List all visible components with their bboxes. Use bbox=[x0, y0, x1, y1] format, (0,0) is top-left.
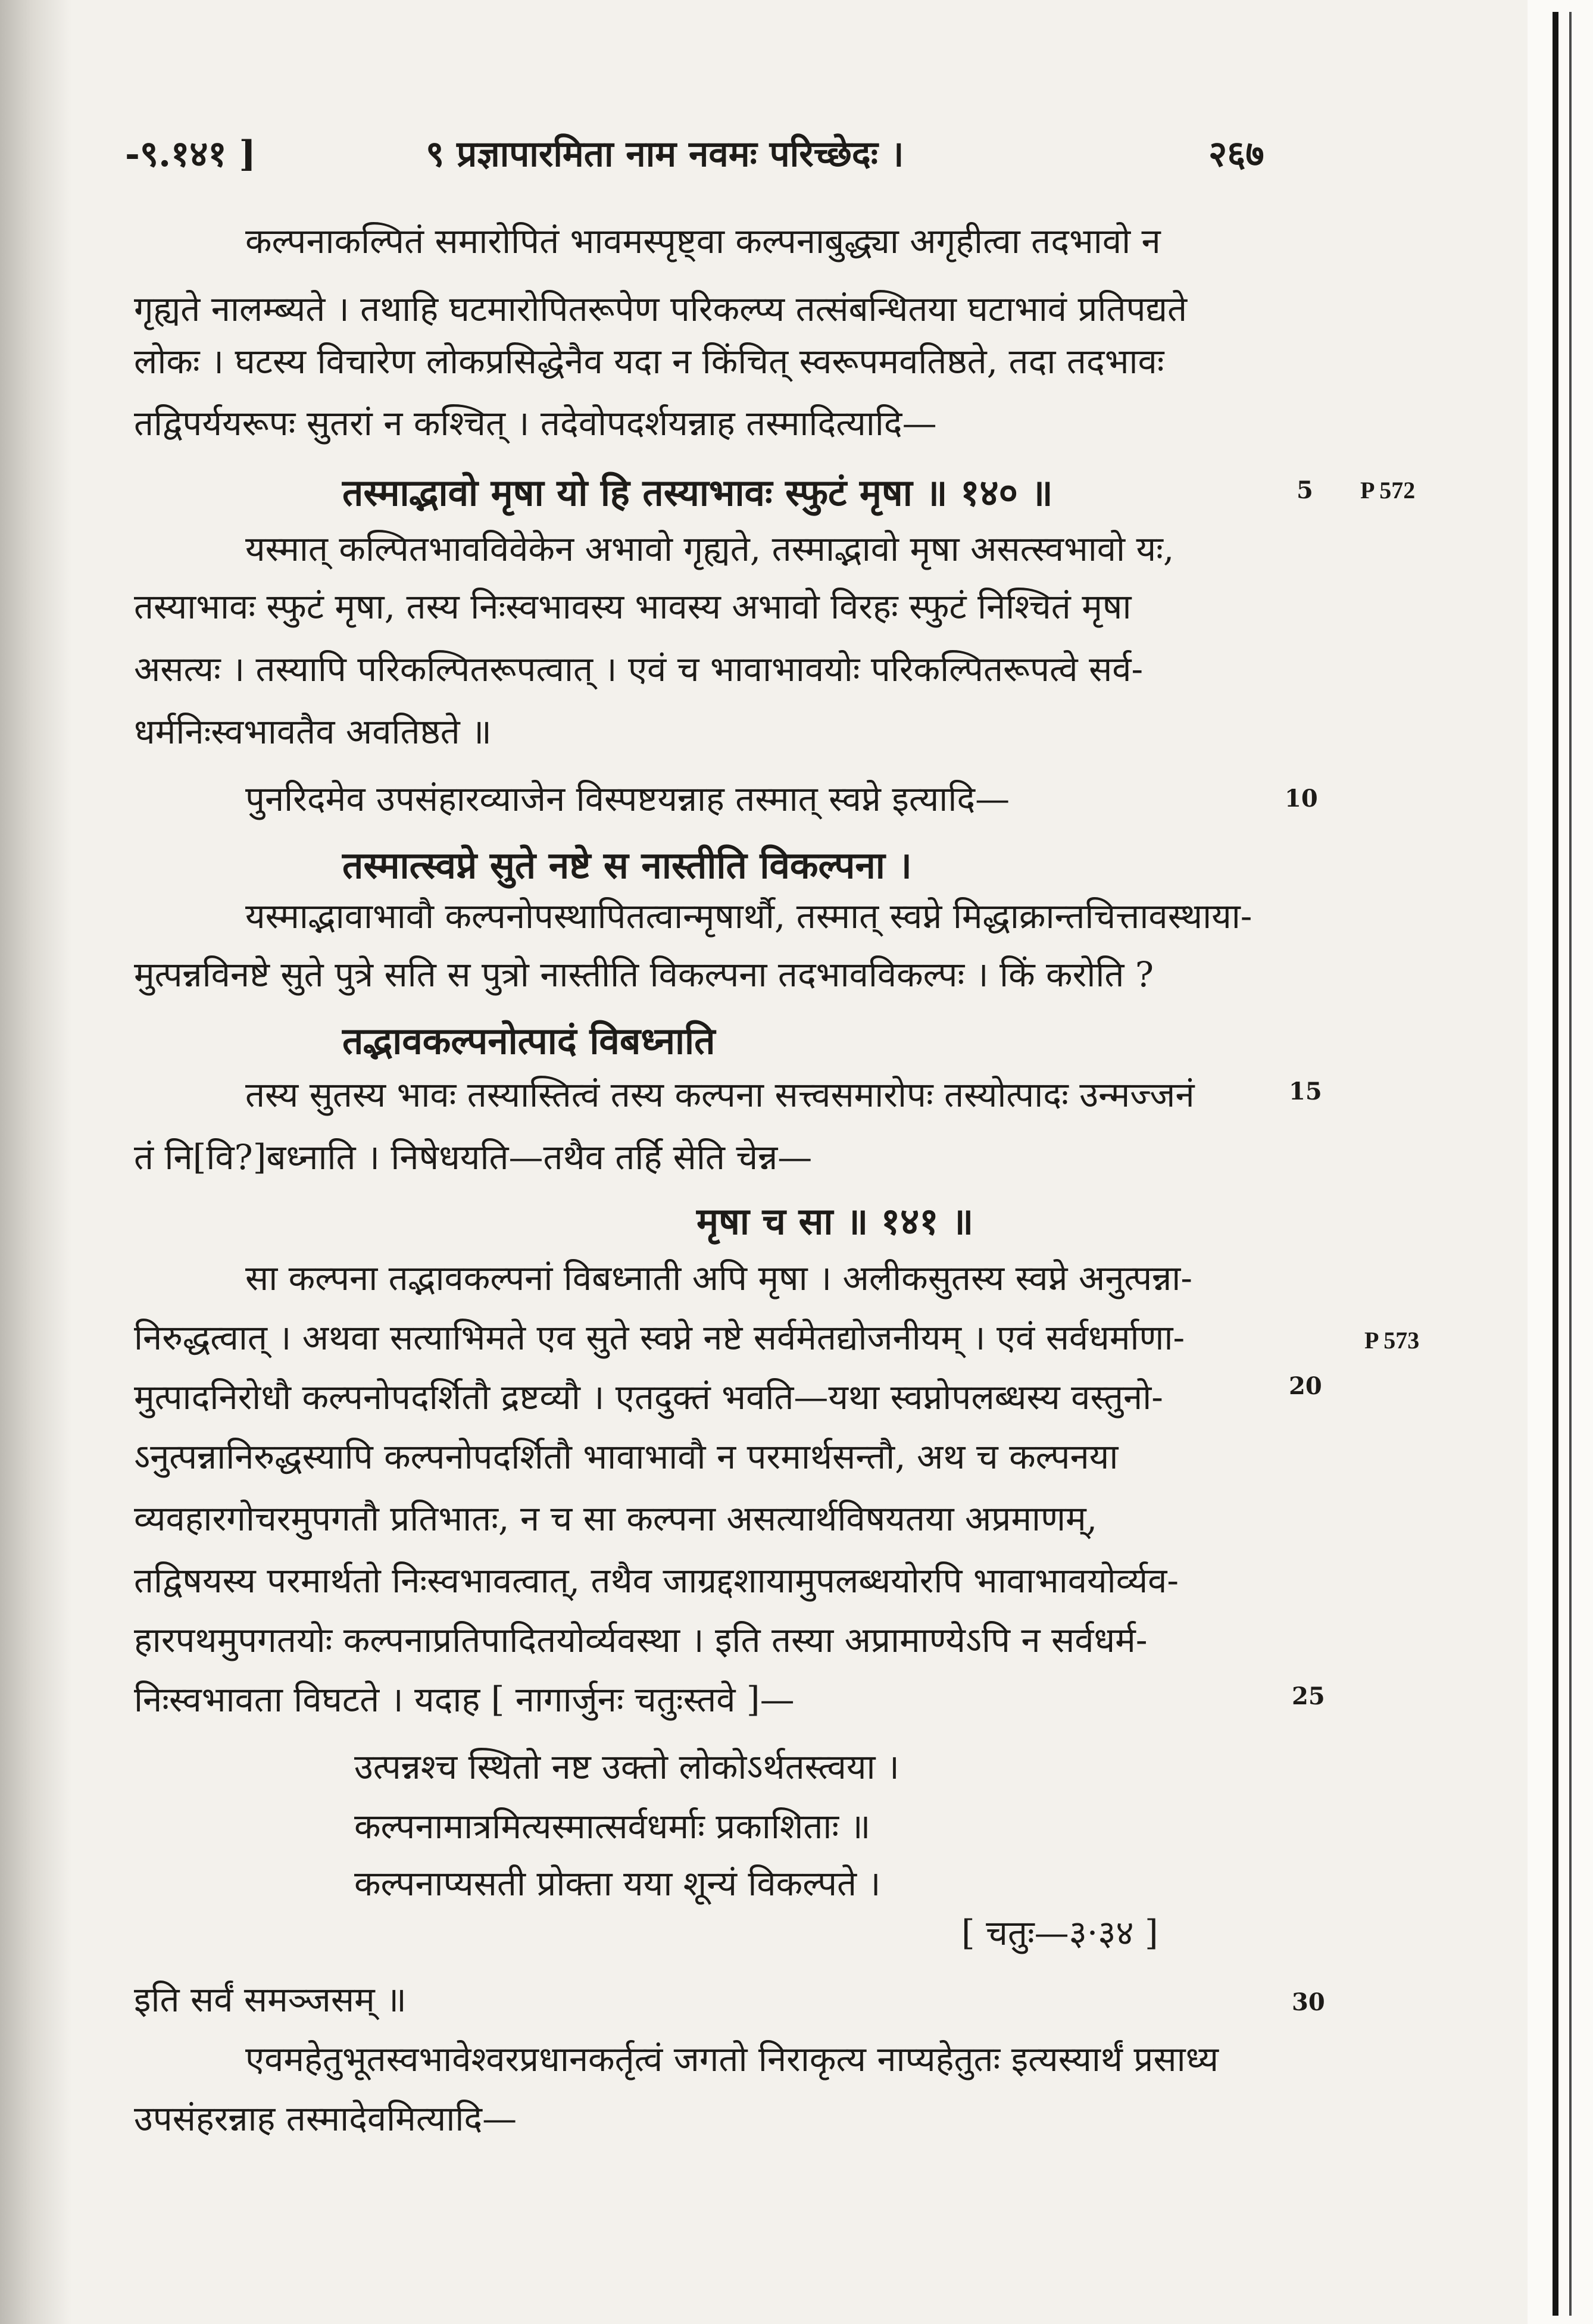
text-line: लोकः । घटस्य विचारेण लोकप्रसिद्धेनैव यदा न किंचित् स्वरूपमवतिष्ठते, तदा तदभावः bbox=[134, 341, 1164, 382]
quoted-verse-line: उत्पन्नश्च स्थितो नष्ट उक्तो लोकोऽर्थतस्त्वया । bbox=[354, 1747, 899, 1787]
page-ref: P 572 bbox=[1360, 477, 1416, 504]
header-section-ref: -९.१४१ ] bbox=[125, 133, 256, 175]
text-line: इति सर्वं समञ्जसम् ॥ bbox=[134, 1979, 407, 2020]
quoted-verse-line: कल्पनाप्यसती प्रोक्ता यया शून्यं विकल्पते । bbox=[354, 1863, 881, 1904]
text-line: एवमहेतुभूतस्वभावेश्वरप्रधानकर्तृत्वं जगतो निराकृत्य नाप्यहेतुतः इत्यस्यार्थं प्रसाध्य bbox=[245, 2039, 1219, 2079]
line-number: 10 bbox=[1285, 785, 1318, 813]
page-binding-rule-thin bbox=[1569, 12, 1572, 2316]
text-line: पुनरिदमेव उपसंहारव्याजेन विस्पष्टयन्नाह तस्मात् स्वप्ने इत्यादि— bbox=[245, 779, 1010, 819]
text-line: व्यवहारगोचरमुपगतौ प्रतिभातः, न च सा कल्पना असत्यार्थविषयतया अप्रमाणम्, bbox=[134, 1498, 1098, 1539]
text-line: तं नि[वि?]बध्नाति । निषेधयति—तथैव तर्हि सेति चेन्न— bbox=[134, 1137, 813, 1177]
text-line: असत्यः । तस्यापि परिकल्पितरूपत्वात् । एवं च भावाभावयोः परिकल्पितरूपत्वे सर्व- bbox=[134, 649, 1144, 689]
header-page-number: २६७ bbox=[1208, 133, 1264, 175]
line-number: 5 bbox=[1297, 476, 1313, 504]
quoted-verse-line: कल्पनामात्रमित्यस्मात्सर्वधर्माः प्रकाशिताः ॥ bbox=[354, 1806, 871, 1847]
text-line: निःस्वभावता विघटते । यदाह [ नागार्जुनः चतुःस्तवे ]— bbox=[134, 1679, 795, 1720]
line-number: 30 bbox=[1292, 1988, 1325, 2016]
text-line: निरुद्धत्वात् । अथवा सत्याभिमते एव सुते स्वप्ने नष्टे सर्वमेतद्योजनीयम् । एवं सर्वधर्माणा- bbox=[134, 1317, 1185, 1358]
header-chapter-title: ९ प्रज्ञापारमिता नाम नवमः परिच्छेदः । bbox=[426, 133, 904, 175]
verse-141c: मृषा च सा ॥ १४१ ॥ bbox=[696, 1200, 974, 1243]
text-line: मुत्पादनिरोधौ कल्पनोपदर्शितौ द्रष्टव्यौ । एतदुक्तं भवति—यथा स्वप्नोपलब्धस्य वस्तुनो- bbox=[134, 1377, 1163, 1417]
text-line: उपसंहरन्नाह तस्मादेवमित्यादि— bbox=[134, 2098, 517, 2139]
verse-141a: तस्मात्स्वप्ने सुते नष्टे स नास्तीति विकल्पना । bbox=[342, 844, 912, 887]
verse-141b: तद्भावकल्पनोत्पादं विबध्नाति bbox=[342, 1019, 716, 1063]
page-binding-rule bbox=[1553, 12, 1558, 2316]
text-line: हारपथमुपगतयोः कल्पनाप्रतिपादितयोर्व्यवस्था । इति तस्या अप्रामाण्येऽपि न सर्वधर्म- bbox=[134, 1620, 1148, 1660]
scan-right-margin bbox=[1528, 0, 1593, 2324]
text-line: गृह्यते नालम्ब्यते । तथाहि घटमारोपितरूपेण परिकल्प्य तत्संबन्धितया घटाभावं प्रतिपद्यते bbox=[134, 289, 1188, 329]
line-number: 20 bbox=[1289, 1372, 1322, 1400]
text-line: तस्याभावः स्फुटं मृषा, तस्य निःस्वभावस्य भावस्य अभावो विरहः स्फुटं निश्चितं मृषा bbox=[134, 586, 1132, 627]
text-line: सा कल्पना तद्भावकल्पनां विबध्नाती अपि मृषा । अलीकसुतस्य स्वप्ने अनुत्पन्ना- bbox=[245, 1258, 1192, 1298]
scan-left-edge bbox=[0, 0, 71, 2324]
text-line: धर्मनिःस्वभावतैव अवतिष्ठते ॥ bbox=[134, 711, 492, 752]
text-line: तस्य सुतस्य भावः तस्यास्तित्वं तस्य कल्पना सत्त्वसमारोपः तस्योत्पादः उन्मज्जनं bbox=[245, 1074, 1195, 1115]
page-ref: P 573 bbox=[1364, 1327, 1420, 1354]
text-line: तद्विपर्ययरूपः सुतरां न कश्चित् । तदेवोपदर्शयन्नाह तस्मादित्यादि— bbox=[134, 403, 937, 443]
verse-140: तस्माद्भावो मृषा यो हि तस्याभावः स्फुटं मृषा ॥ १४० ॥ bbox=[342, 471, 1053, 514]
line-number: 25 bbox=[1292, 1682, 1325, 1710]
text-line: ऽनुत्पन्नानिरुद्धस्यापि कल्पनोपदर्शितौ भावाभावौ न परमार्थसन्तौ, अथ च कल्पनया bbox=[134, 1436, 1119, 1477]
text-line: यस्मात् कल्पितभावविवेकेन अभावो गृह्यते, तस्माद्भावो मृषा असत्स्वभावो यः, bbox=[245, 529, 1175, 569]
text-line: कल्पनाकल्पितं समारोपितं भावमस्पृष्ट्वा कल्पनाबुद्ध्या अगृहीत्वा तदभावो न bbox=[245, 221, 1161, 261]
text-line: यस्माद्भावाभावौ कल्पनोपस्थापितत्वान्मृषार्थौ, तस्मात् स्वप्ने मिद्धाक्रान्तचित्तावस्थाया- bbox=[245, 896, 1252, 936]
text-line: तद्विषयस्य परमार्थतो निःस्वभावत्वात्, तथैव जाग्रद्दशायामुपलब्धयोरपि भावाभावयोर्व्यव- bbox=[134, 1560, 1179, 1601]
line-number: 15 bbox=[1289, 1077, 1322, 1105]
text-line: मुत्पन्नविनष्टे सुते पुत्रे सति स पुत्रो नास्तीति विकल्पना तदभावविकल्पः । किं करोति ? bbox=[134, 954, 1154, 995]
citation: [ चतुः—३·३४ ] bbox=[961, 1913, 1158, 1953]
